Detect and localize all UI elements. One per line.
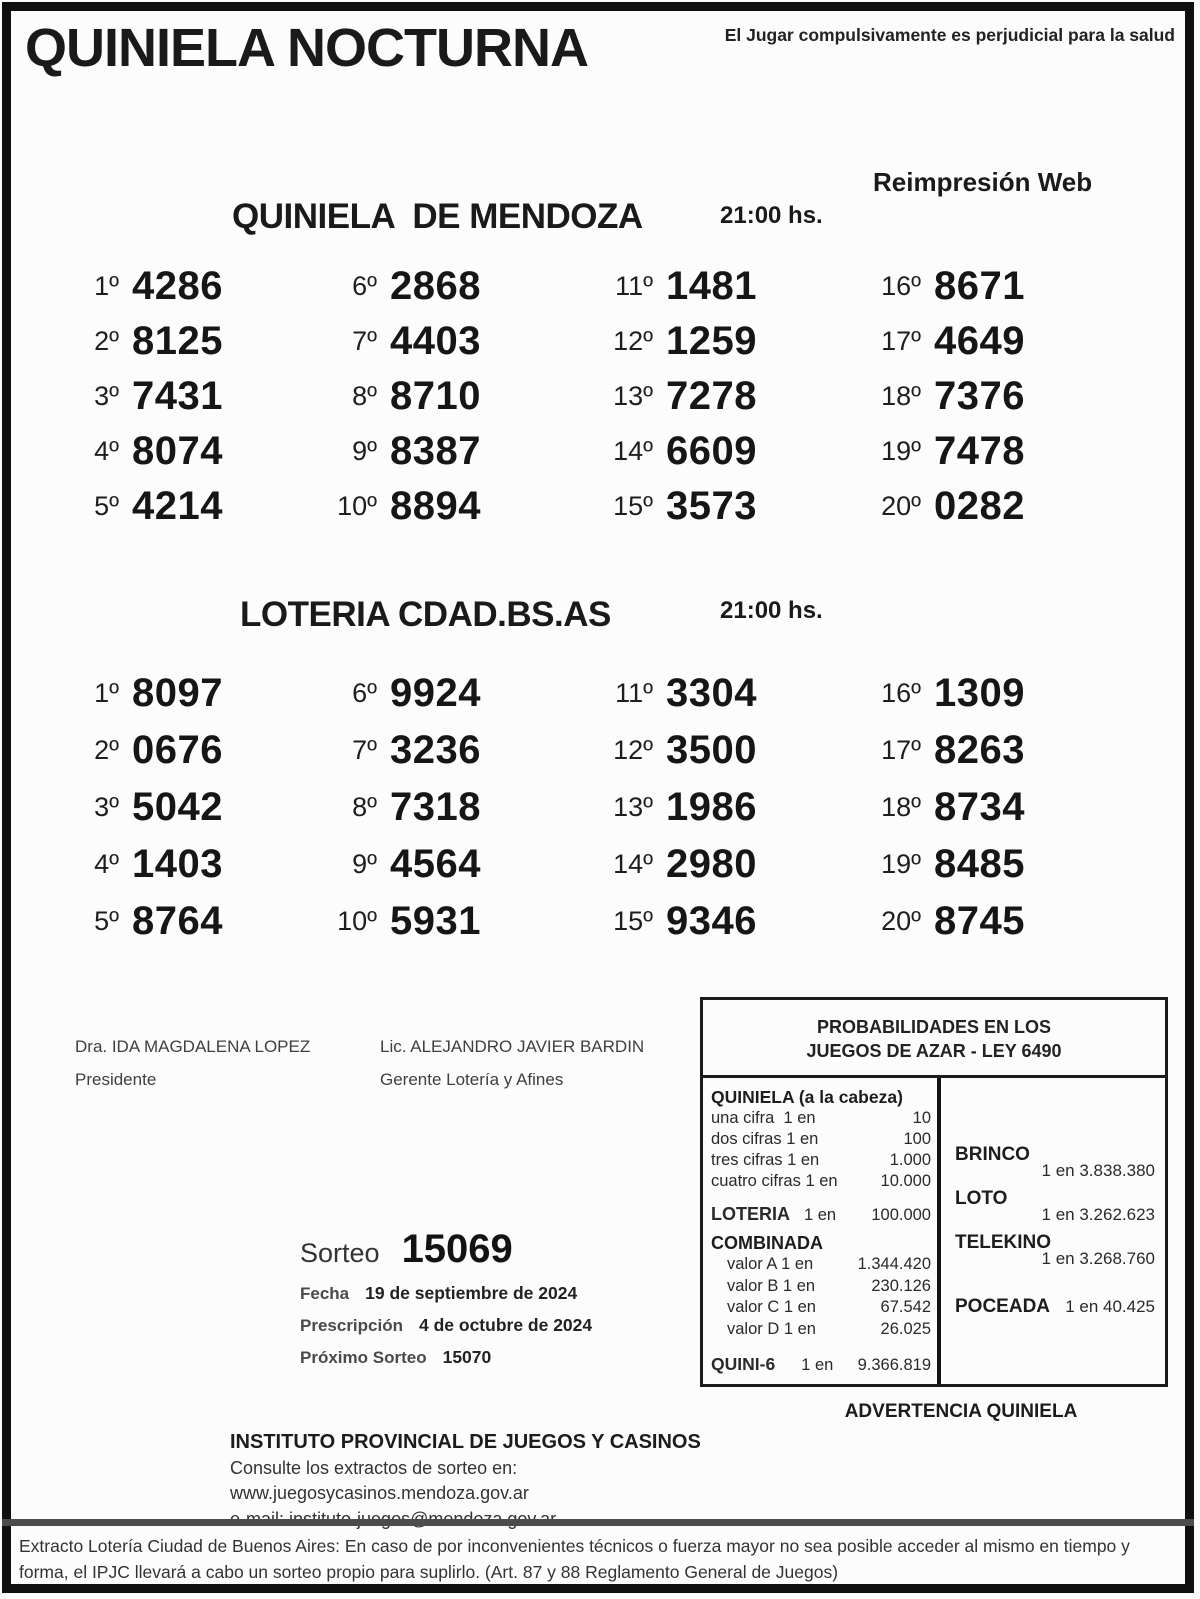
result-item	[863, 369, 1101, 424]
result-position: 12º	[613, 735, 653, 765]
combinada-label: valor C 1 en	[727, 1298, 816, 1316]
probability-label: una cifra 1 en	[711, 1109, 816, 1127]
section-title-bsas: LOTERIA CDAD.BS.AS	[240, 595, 611, 634]
combinada-row	[711, 1276, 931, 1298]
probability-row	[711, 1108, 931, 1129]
result-number: 1309	[934, 671, 1025, 715]
result-position: 11º	[615, 271, 653, 301]
probabilities-left-column	[703, 1078, 941, 1384]
result-position: 19º	[881, 849, 921, 879]
results-grid-bsas	[61, 665, 1101, 950]
result-position: 20º	[881, 906, 921, 936]
result-number: 5931	[390, 899, 481, 943]
result-number: 7376	[934, 374, 1025, 418]
game-row	[955, 1232, 1157, 1269]
result-item	[595, 369, 863, 424]
result-item	[61, 836, 319, 893]
fecha-label: Fecha	[300, 1284, 350, 1303]
draw-time-bsas: 21:00 hs.	[720, 597, 823, 624]
result-item	[863, 314, 1101, 369]
signature-block	[75, 1037, 380, 1090]
result-number: 3500	[666, 728, 757, 772]
sorteo-label: Sorteo	[300, 1238, 380, 1268]
result-number: 8894	[390, 484, 481, 528]
combinada-value: 26.025	[880, 1319, 931, 1338]
result-position: 1º	[94, 271, 119, 301]
probability-value: 10.000	[880, 1172, 931, 1190]
probabilities-columns	[703, 1078, 1165, 1384]
sorteo-number: 15069	[401, 1227, 513, 1271]
result-item	[61, 779, 319, 836]
result-position: 18º	[881, 792, 921, 822]
result-item	[863, 665, 1101, 722]
result-item	[863, 424, 1101, 479]
result-item	[61, 369, 319, 424]
result-position: 2º	[94, 735, 119, 765]
game-odds: 1 en 3.262.623	[1041, 1205, 1155, 1224]
result-number: 4649	[934, 319, 1025, 363]
result-position: 3º	[94, 381, 119, 411]
result-item	[319, 424, 595, 479]
section-title-mendoza: QUINIELA DE MENDOZA	[232, 197, 643, 236]
result-number: 9924	[390, 671, 481, 715]
combinada-value: 230.126	[871, 1276, 931, 1295]
probability-row	[711, 1150, 931, 1171]
result-item	[319, 314, 595, 369]
result-position: 7º	[352, 326, 377, 356]
result-number: 4403	[390, 319, 481, 363]
result-item	[319, 722, 595, 779]
quiniela-header: QUINIELA (a la cabeza)	[711, 1087, 903, 1107]
game-name: LOTO	[955, 1188, 1008, 1209]
draw-time-mendoza: 21:00 hs.	[720, 202, 823, 229]
probabilities-title-line2: JUEGOS DE AZAR - LEY 6490	[806, 1041, 1062, 1061]
prescripcion-row	[300, 1315, 592, 1336]
result-item	[319, 665, 595, 722]
loteria-row	[711, 1202, 931, 1227]
result-position: 6º	[352, 678, 377, 708]
result-item	[863, 259, 1101, 314]
combinada-label: valor D 1 en	[727, 1319, 816, 1338]
combinada-row	[711, 1297, 931, 1319]
instituto-web: www.juegosycasinos.mendoza.gov.ar	[230, 1483, 529, 1503]
signature-name: Lic. ALEJANDRO JAVIER BARDIN	[380, 1037, 645, 1056]
result-position: 10º	[337, 491, 377, 521]
proximo-sorteo-value: 15070	[442, 1347, 492, 1367]
result-item	[595, 779, 863, 836]
combinada-row	[711, 1319, 931, 1341]
result-item	[319, 369, 595, 424]
loteria-value: 100.000	[871, 1206, 931, 1224]
combinada-header: COMBINADA	[711, 1233, 823, 1253]
result-position: 9º	[352, 849, 377, 879]
result-number: 0676	[132, 728, 223, 772]
result-item	[61, 314, 319, 369]
result-number: 4564	[390, 842, 481, 886]
result-item	[595, 479, 863, 534]
probabilities-box	[700, 997, 1168, 1387]
result-number: 3304	[666, 671, 757, 715]
quini6-value: 9.366.819	[857, 1356, 931, 1374]
result-position: 13º	[613, 381, 653, 411]
result-item	[61, 424, 319, 479]
loteria-ratio: 1 en	[804, 1206, 837, 1224]
result-position: 8º	[352, 792, 377, 822]
signature-block	[380, 1037, 685, 1090]
result-item	[61, 893, 319, 950]
combinada-value: 1.344.420	[857, 1255, 931, 1273]
instituto-name: INSTITUTO PROVINCIAL DE JUEGOS Y CASINOS	[230, 1431, 701, 1453]
result-number: 2980	[666, 842, 757, 886]
result-position: 13º	[613, 792, 653, 822]
separator-line	[2, 1519, 1194, 1526]
prescripcion-value: 4 de octubre de 2024	[419, 1315, 593, 1335]
result-item	[319, 836, 595, 893]
result-item	[595, 314, 863, 369]
result-item	[319, 893, 595, 950]
result-position: 5º	[94, 491, 119, 521]
result-number: 8745	[934, 899, 1025, 943]
result-number: 5042	[132, 785, 223, 829]
result-position: 3º	[94, 792, 119, 822]
result-number: 4286	[132, 264, 223, 308]
quini6-ratio: 1 en	[801, 1356, 834, 1374]
probability-row	[711, 1129, 931, 1150]
result-position: 4º	[94, 436, 119, 466]
health-warning: El Jugar compulsivamente es perjudicial para la salud	[724, 25, 1175, 45]
probabilities-title	[703, 1000, 1165, 1078]
result-position: 9º	[352, 436, 377, 466]
probability-value: 1.000	[889, 1151, 931, 1169]
combinada-rows	[711, 1254, 931, 1340]
result-position: 6º	[352, 271, 377, 301]
game-row	[955, 1144, 1157, 1181]
signatures	[75, 1037, 685, 1090]
result-number: 8734	[934, 785, 1025, 829]
result-position: 20º	[881, 491, 921, 521]
proximo-sorteo-row	[300, 1347, 592, 1368]
result-item	[61, 259, 319, 314]
result-number: 9346	[666, 899, 757, 943]
result-position: 16º	[881, 678, 921, 708]
result-item	[595, 424, 863, 479]
fecha-value: 19 de septiembre de 2024	[365, 1283, 578, 1303]
result-number: 7478	[934, 429, 1025, 473]
result-item	[595, 722, 863, 779]
signature-role: Presidente	[75, 1070, 157, 1089]
quini6-label: QUINI-6	[711, 1354, 776, 1374]
result-number: 1481	[666, 264, 757, 308]
result-number: 4214	[132, 484, 223, 528]
result-number: 1403	[132, 842, 223, 886]
loteria-label: LOTERIA	[711, 1204, 790, 1224]
probability-value: 10	[912, 1109, 931, 1127]
result-position: 15º	[613, 491, 653, 521]
result-number: 2868	[390, 264, 481, 308]
reprint-label: Reimpresión Web	[873, 167, 1093, 197]
result-position: 12º	[613, 326, 653, 356]
fecha-row	[300, 1283, 592, 1304]
probability-value: 100	[903, 1130, 931, 1148]
result-number: 3236	[390, 728, 481, 772]
result-item	[863, 479, 1101, 534]
combinada-row	[711, 1254, 931, 1276]
advertencia-text	[752, 1428, 1182, 1433]
combinada-value: 67.542	[880, 1298, 931, 1316]
result-item	[863, 836, 1101, 893]
result-number: 8097	[132, 671, 223, 715]
result-number: 0282	[934, 484, 1025, 528]
prescripcion-label: Prescripción	[300, 1316, 403, 1335]
probabilities-right-column	[941, 1078, 1165, 1384]
result-position: 19º	[881, 436, 921, 466]
game-name: BRINCO	[955, 1144, 1030, 1165]
results-grid-mendoza	[61, 259, 1101, 534]
result-position: 5º	[94, 906, 119, 936]
result-item	[595, 836, 863, 893]
probability-label: tres cifras 1 en	[711, 1151, 820, 1169]
quini6-row	[711, 1352, 931, 1377]
result-position: 7º	[352, 735, 377, 765]
result-number: 1986	[666, 785, 757, 829]
advertencia-title: ADVERTENCIA QUINIELA	[844, 1401, 1078, 1422]
result-position: 18º	[881, 381, 921, 411]
result-item	[863, 722, 1101, 779]
result-number: 8125	[132, 319, 223, 363]
result-number: 3573	[666, 484, 757, 528]
result-item	[61, 479, 319, 534]
instituto-block	[230, 1431, 701, 1530]
footer-note: Extracto Lotería Ciudad de Buenos Aires: En caso de por inconvenientes técnicos o fuerza mayor no sea posible acceder al mismo en tiempo y forma, el IPJC llevará a cabo un sorteo propio para suplirlo. (Art. 87 y 88 Reglamento General de Juegos)	[19, 1536, 1130, 1582]
result-position: 10º	[337, 906, 377, 936]
result-item	[61, 665, 319, 722]
proximo-sorteo-label: Próximo Sorteo	[300, 1348, 427, 1367]
result-item	[319, 259, 595, 314]
result-position: 1º	[94, 678, 119, 708]
game-row	[955, 1296, 1157, 1318]
result-number: 7318	[390, 785, 481, 829]
result-position: 17º	[881, 735, 921, 765]
result-position: 16º	[881, 271, 921, 301]
result-item	[319, 779, 595, 836]
result-number: 8710	[390, 374, 481, 418]
result-number: 8671	[934, 264, 1025, 308]
result-position: 4º	[94, 849, 119, 879]
result-item	[595, 259, 863, 314]
result-number: 8764	[132, 899, 223, 943]
result-number: 1259	[666, 319, 757, 363]
result-number: 8387	[390, 429, 481, 473]
sorteo-row	[300, 1227, 592, 1272]
probability-row	[711, 1171, 931, 1192]
result-position: 2º	[94, 326, 119, 356]
game-name: POCEADA	[955, 1296, 1051, 1317]
game-odds: 1 en 3.268.760	[1041, 1249, 1155, 1268]
result-number: 8263	[934, 728, 1025, 772]
signature-name: Dra. IDA MAGDALENA LOPEZ	[75, 1037, 311, 1056]
result-position: 8º	[352, 381, 377, 411]
result-number: 6609	[666, 429, 757, 473]
signature-role: Gerente Lotería y Afines	[380, 1070, 564, 1089]
result-item	[595, 893, 863, 950]
result-position: 14º	[613, 849, 653, 879]
result-item	[863, 893, 1101, 950]
probability-label: cuatro cifras 1 en	[711, 1172, 838, 1190]
probability-label: dos cifras 1 en	[711, 1130, 819, 1148]
draw-info	[300, 1227, 592, 1368]
result-item	[319, 479, 595, 534]
result-position: 14º	[613, 436, 653, 466]
result-position: 15º	[613, 906, 653, 936]
result-item	[61, 722, 319, 779]
game-odds: 1 en 40.425	[1065, 1297, 1155, 1316]
combinada-label: valor B 1 en	[727, 1276, 816, 1295]
document-page	[2, 2, 1194, 1593]
probabilities-title-line1: PROBABILIDADES EN LOS	[816, 1017, 1052, 1037]
page-title: QUINIELA NOCTURNA	[25, 18, 588, 78]
result-number: 7278	[666, 374, 757, 418]
result-item	[595, 665, 863, 722]
game-odds: 1 en 3.838.380	[1041, 1161, 1155, 1180]
result-position: 17º	[881, 326, 921, 356]
game-row	[955, 1188, 1157, 1225]
result-number: 8485	[934, 842, 1025, 886]
combinada-label: valor A 1 en	[727, 1255, 814, 1273]
result-number: 7431	[132, 374, 223, 418]
instituto-consulte: Consulte los extractos de sorteo en:	[230, 1458, 518, 1478]
result-number: 8074	[132, 429, 223, 473]
result-item	[863, 779, 1101, 836]
result-position: 11º	[615, 678, 653, 708]
game-name: TELEKINO	[955, 1232, 1052, 1253]
